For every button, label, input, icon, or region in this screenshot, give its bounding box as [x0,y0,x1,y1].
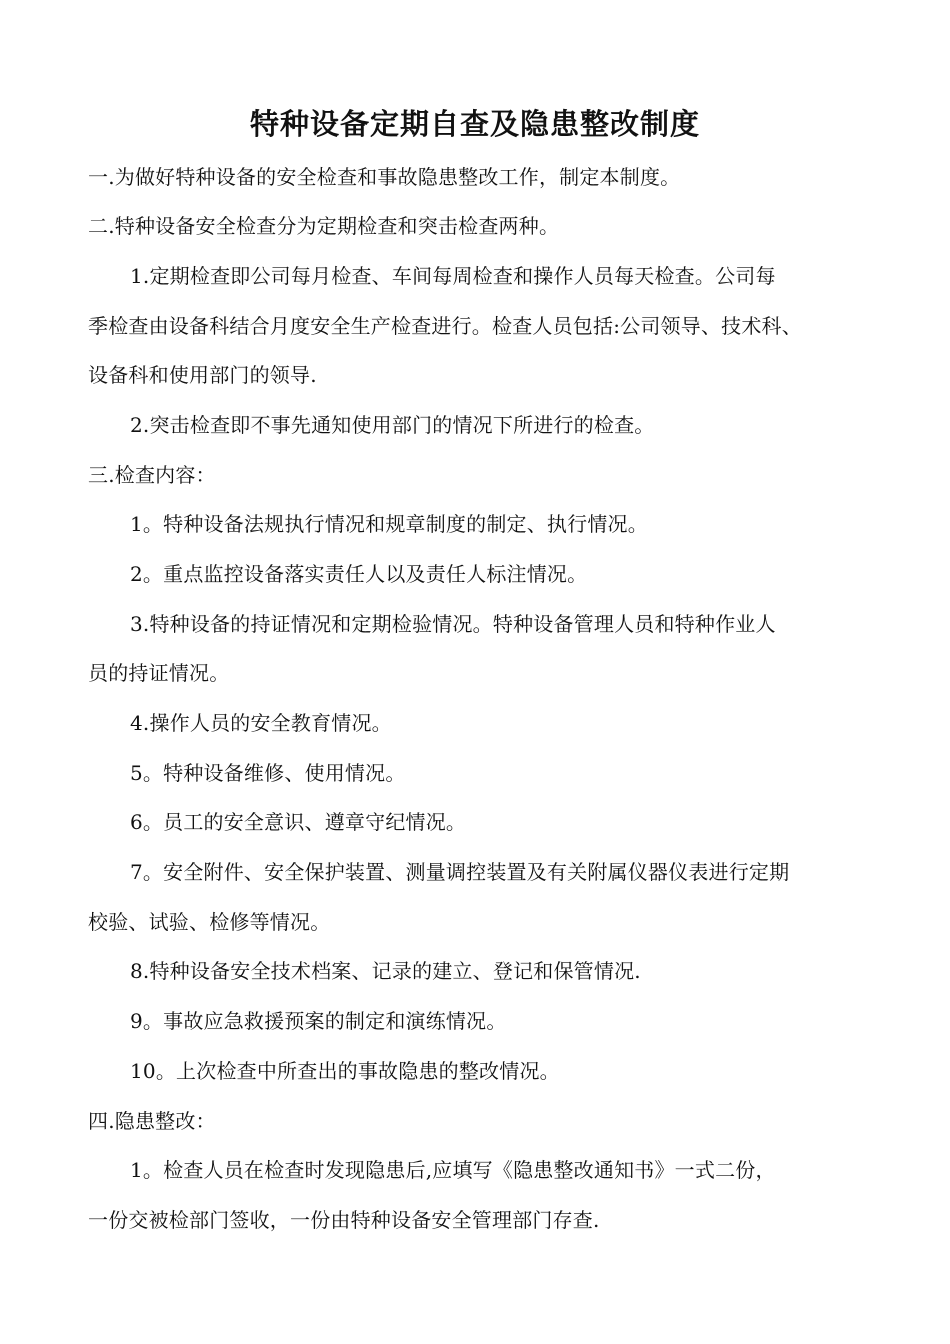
paragraph-line: 一份交被检部门签收，一份由特种设备安全管理部门存查. [88,1208,600,1232]
paragraph-line: 8.特种设备安全技术档案、记录的建立、登记和保管情况. [130,959,641,983]
paragraph-line: 一.为做好特种设备的安全检查和事故隐患整改工作，制定本制度。 [88,165,681,189]
paragraph-line: 1。特种设备法规执行情况和规章制度的制定、执行情况。 [130,512,648,536]
paragraph-line: 二.特种设备安全检查分为定期检查和突击检查两种。 [88,214,560,238]
paragraph-line: 1.定期检查即公司每月检查、车间每周检查和操作人员每天检查。公司每 [130,264,776,288]
document-title: 特种设备定期自查及隐患整改制度 [249,107,700,141]
paragraph-line: 季检查由设备科结合月度安全生产检查进行。检查人员包括:公司领导、技术科、 [88,314,802,338]
paragraph-line: 2.突击检查即不事先通知使用部门的情况下所进行的检查。 [130,413,655,437]
paragraph-line: 6。员工的安全意识、遵章守纪情况。 [130,810,467,834]
paragraph-line: 5。特种设备维修、使用情况。 [130,761,406,785]
paragraph-line: 四.隐患整改： [88,1109,216,1133]
paragraph-line: 3.特种设备的持证情况和定期检验情况。特种设备管理人员和特种作业人 [130,612,776,636]
paragraph-line: 7。安全附件、安全保护装置、测量调控装置及有关附属仪器仪表进行定期 [130,860,790,884]
paragraph-line: 10。上次检查中所查出的事故隐患的整改情况。 [130,1059,560,1083]
paragraph-line: 4.操作人员的安全教育情况。 [130,711,392,735]
paragraph-line: 校验、试验、检修等情况。 [88,910,331,934]
paragraph-line: 1。检查人员在检查时发现隐患后,应填写《隐患整改通知书》一式二份， [130,1158,776,1182]
paragraph-line: 2。重点监控设备落实责任人以及责任人标注情况。 [130,562,588,586]
paragraph-line: 三.检查内容： [88,463,216,487]
paragraph-line: 员的持证情况。 [88,661,230,685]
paragraph-line: 9。事故应急救援预案的制定和演练情况。 [130,1009,507,1033]
paragraph-line: 设备科和使用部门的领导. [88,363,317,387]
